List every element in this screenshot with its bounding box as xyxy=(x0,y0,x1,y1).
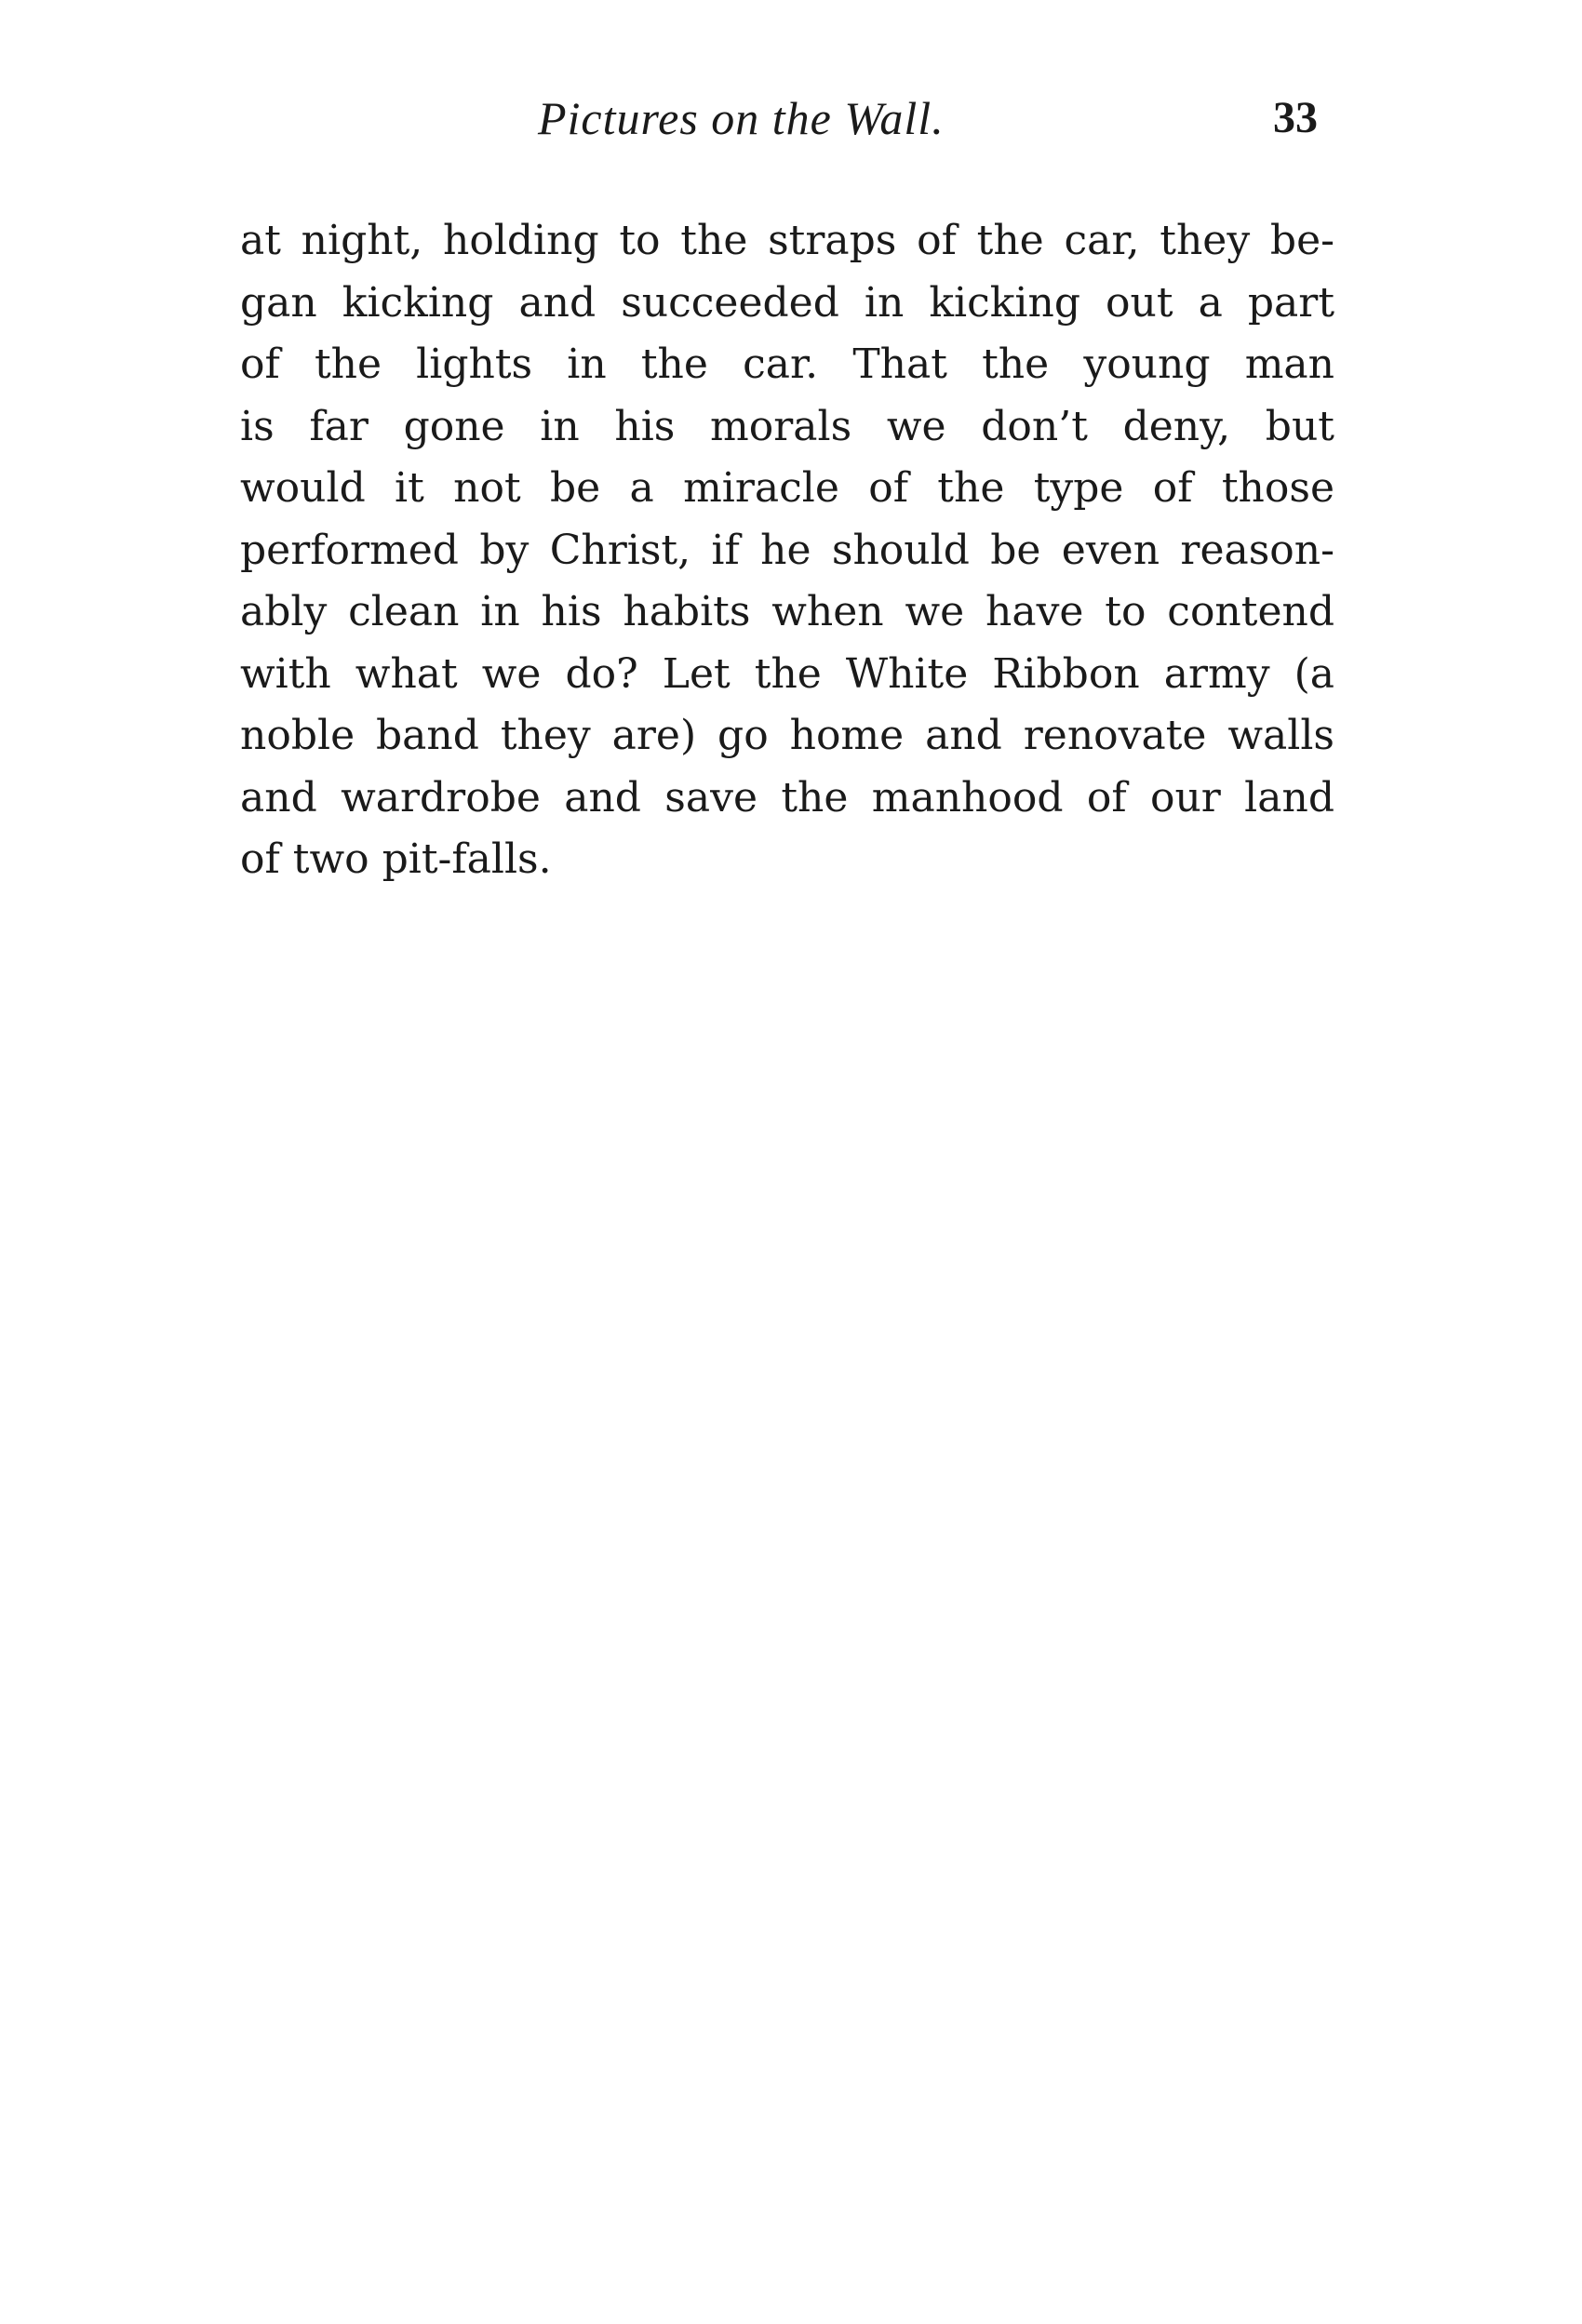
text-line: and wardrobe and save the manhood of our land xyxy=(240,773,1334,821)
body-paragraph xyxy=(240,210,1334,891)
text-line: would it not be a miracle of the type of those xyxy=(240,464,1334,512)
text-line: ably clean in his habits when we have to contend xyxy=(240,588,1334,635)
text-line: noble band they are) go home and renovate walls xyxy=(240,712,1334,759)
text-line: with what we do? Let the White Ribbon army (a xyxy=(240,649,1334,698)
text-line: of the lights in the car. That the young man xyxy=(240,341,1334,388)
running-head xyxy=(240,86,1327,151)
page-number: 33 xyxy=(1273,93,1318,142)
text-line: at night, holding to the straps of the car, they be- xyxy=(240,217,1334,264)
text-line: of two pit-falls. xyxy=(240,835,552,883)
text-line: gan kicking and succeeded in kicking out a part xyxy=(240,278,1334,327)
text-line: performed by Christ, if he should be even reason- xyxy=(240,526,1334,574)
running-title: Pictures on the Wall. xyxy=(538,92,945,144)
text-line: is far gone in his morals we don’t deny, but xyxy=(240,402,1334,450)
